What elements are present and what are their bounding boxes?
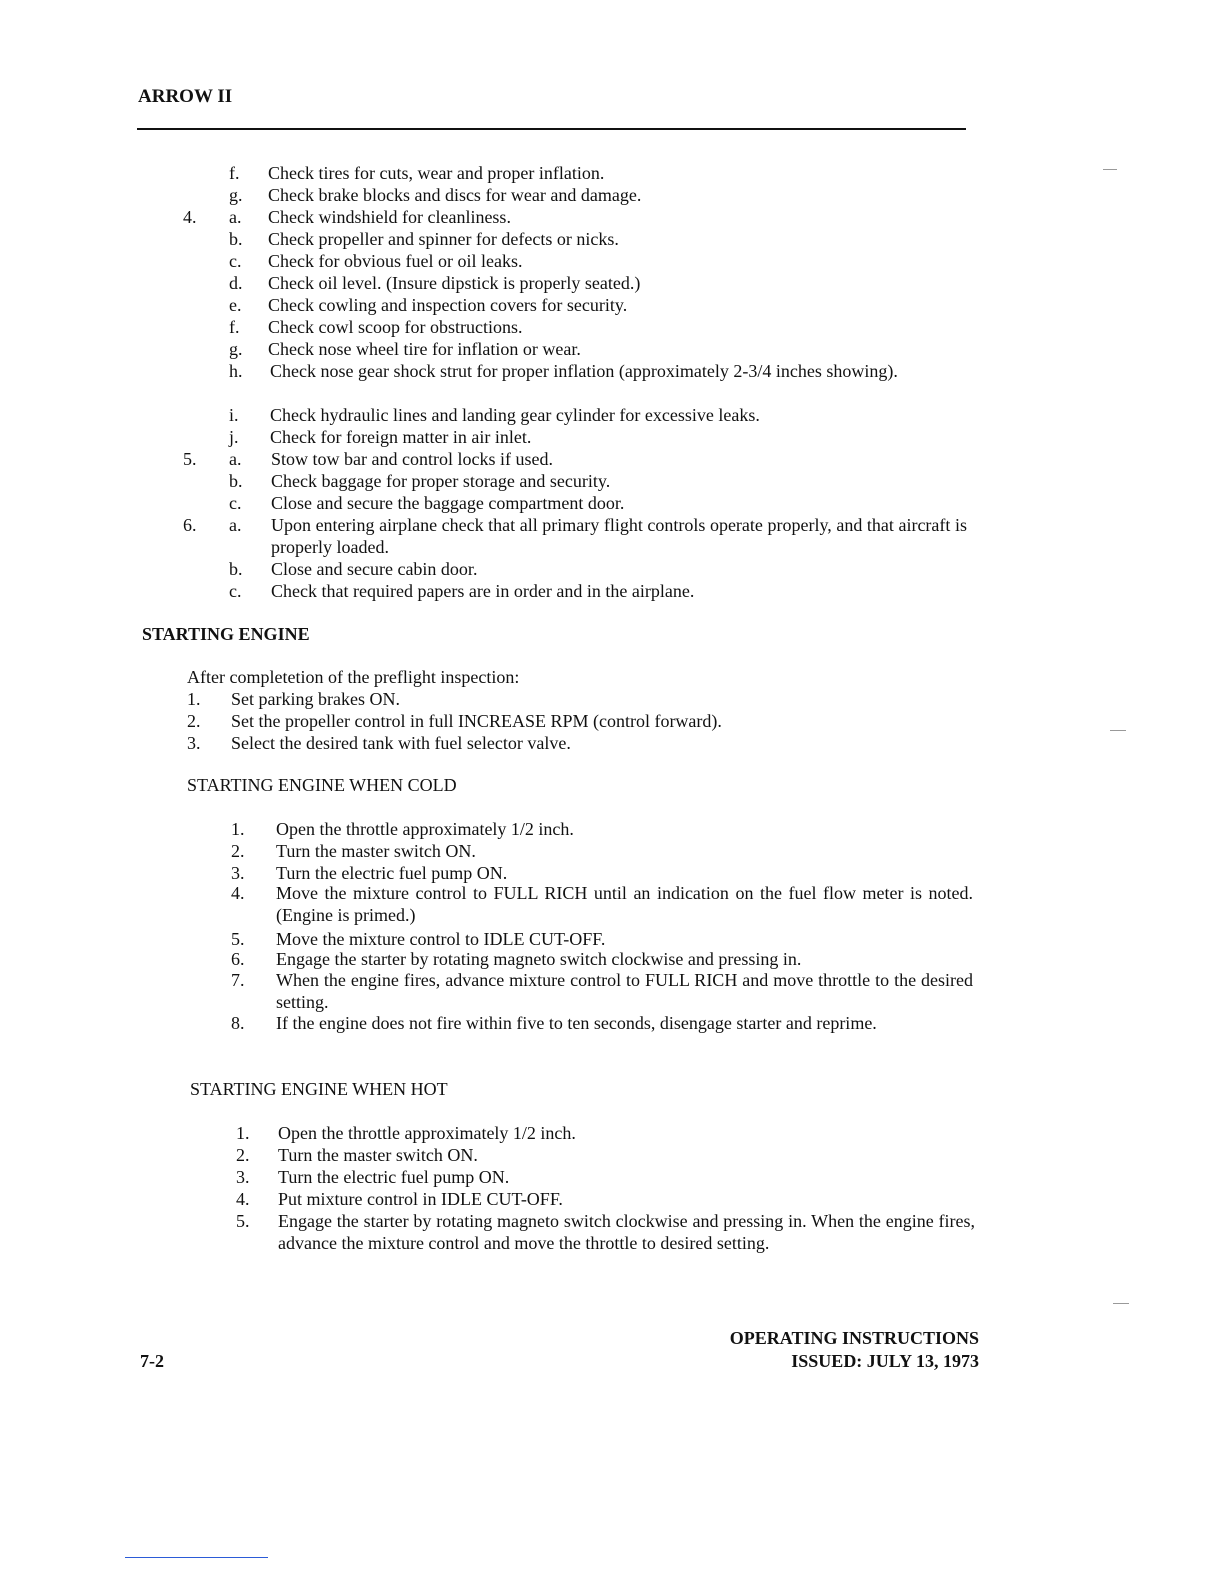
item-letter: d. <box>229 273 243 293</box>
step-text: If the engine does not fire within five to ten seconds, disengage starter and reprime. <box>276 1013 877 1033</box>
item-letter: h. <box>229 361 243 381</box>
step-number: 4. <box>236 1189 250 1209</box>
step-text: Select the desired tank with fuel selector valve. <box>231 733 571 753</box>
item-text: Check oil level. (Insure dipstick is properly seated.) <box>268 273 641 293</box>
subsection-heading-cold: STARTING ENGINE WHEN COLD <box>187 775 457 795</box>
item-text: Stow tow bar and control locks if used. <box>271 449 553 469</box>
step-text: Turn the master switch ON. <box>278 1145 478 1165</box>
item-letter: a. <box>229 207 242 227</box>
item-text: Check nose gear shock strut for proper inflation (approximately 2-3/4 inches showing). <box>270 361 898 381</box>
step-text: Set parking brakes ON. <box>231 689 400 709</box>
step-text: Open the throttle approximately 1/2 inch. <box>276 819 574 839</box>
item-letter: e. <box>229 295 242 315</box>
step-number: 2. <box>231 841 245 861</box>
step-text: Turn the electric fuel pump ON. <box>276 863 508 883</box>
step-number: 5. <box>231 929 245 949</box>
step-number: 3. <box>231 863 245 883</box>
item-letter: g. <box>229 339 243 359</box>
item-text: Check cowl scoop for obstructions. <box>268 317 523 337</box>
item-text: Check brake blocks and discs for wear and damage. <box>268 185 642 205</box>
step-text: Set the propeller control in full INCREASE RPM (control forward). <box>231 711 722 731</box>
item-text: Check windshield for cleanliness. <box>268 207 511 227</box>
item-text: Check for foreign matter in air inlet. <box>270 427 532 447</box>
scan-artifact <box>1110 730 1126 731</box>
page-number: 7-2 <box>140 1351 164 1371</box>
scan-artifact <box>1113 1303 1129 1304</box>
step-text: Engage the starter by rotating magneto switch clockwise and pressing in. <box>276 949 802 969</box>
item-text: Check hydraulic lines and landing gear cylinder for excessive leaks. <box>270 405 760 425</box>
section-heading-starting-engine: STARTING ENGINE <box>142 624 310 644</box>
step-text: Move the mixture control to IDLE CUT-OFF. <box>276 929 606 949</box>
item-letter: a. <box>229 449 242 469</box>
step-number: 2. <box>236 1145 250 1165</box>
item-text: Check nose wheel tire for inflation or wear. <box>268 339 581 359</box>
step-number: 1. <box>236 1123 250 1143</box>
page-title: ARROW II <box>138 86 233 107</box>
item-letter: f. <box>229 317 240 337</box>
item-letter: c. <box>229 493 242 513</box>
header-divider <box>137 128 966 130</box>
item-number: 6. <box>183 515 197 535</box>
step-number: 8. <box>231 1013 245 1033</box>
item-letter: a. <box>229 515 242 535</box>
step-text: Engage the starter by rotating magneto switch clockwise and pressing in. When the engine fires, advance the mixture control and move the throttle to desired setting. <box>278 1211 975 1253</box>
step-number: 1. <box>231 819 245 839</box>
step-text: Turn the electric fuel pump ON. <box>278 1167 510 1187</box>
item-letter: g. <box>229 185 243 205</box>
item-text: Close and secure the baggage compartment door. <box>271 493 625 513</box>
item-letter: b. <box>229 471 243 491</box>
scan-artifact <box>1103 169 1117 170</box>
item-text: Check cowling and inspection covers for security. <box>268 295 628 315</box>
item-text: Upon entering airplane check that all primary flight controls operate properly, and that aircraft is properly loaded. <box>271 515 967 557</box>
step-text: Turn the master switch ON. <box>276 841 476 861</box>
step-text: Move the mixture control to FULL RICH until an indication on the fuel flow meter is noted. (Engine is primed.) <box>276 883 973 925</box>
footer-section-label: OPERATING INSTRUCTIONS <box>729 1328 979 1348</box>
link-underline <box>125 1557 268 1558</box>
step-number: 3. <box>236 1167 250 1187</box>
item-letter: c. <box>229 251 242 271</box>
item-letter: b. <box>229 229 243 249</box>
item-text: Close and secure cabin door. <box>271 559 478 579</box>
step-number: 4. <box>231 883 245 903</box>
step-number: 6. <box>231 949 245 969</box>
item-letter: j. <box>229 427 239 447</box>
item-letter: f. <box>229 163 240 183</box>
step-text: Put mixture control in IDLE CUT-OFF. <box>278 1189 563 1209</box>
item-number: 5. <box>183 449 197 469</box>
step-number: 7. <box>231 970 245 990</box>
step-number: 2. <box>187 711 201 731</box>
item-text: Check for obvious fuel or oil leaks. <box>268 251 523 271</box>
step-text: Open the throttle approximately 1/2 inch. <box>278 1123 576 1143</box>
item-letter: i. <box>229 405 239 425</box>
subsection-heading-hot: STARTING ENGINE WHEN HOT <box>190 1079 448 1099</box>
item-letter: c. <box>229 581 242 601</box>
item-text: Check that required papers are in order and in the airplane. <box>271 581 695 601</box>
step-number: 5. <box>236 1211 250 1231</box>
footer-issued-date: ISSUED: JULY 13, 1973 <box>791 1351 979 1371</box>
item-number: 4. <box>183 207 197 227</box>
step-number: 1. <box>187 689 201 709</box>
intro-text: After completetion of the preflight inspection: <box>187 667 520 687</box>
item-text: Check baggage for proper storage and security. <box>271 471 611 491</box>
item-text: Check tires for cuts, wear and proper inflation. <box>268 163 605 183</box>
step-text: When the engine fires, advance mixture control to FULL RICH and move throttle to the desired setting. <box>276 970 973 1012</box>
step-number: 3. <box>187 733 201 753</box>
item-text: Check propeller and spinner for defects or nicks. <box>268 229 619 249</box>
item-letter: b. <box>229 559 243 579</box>
